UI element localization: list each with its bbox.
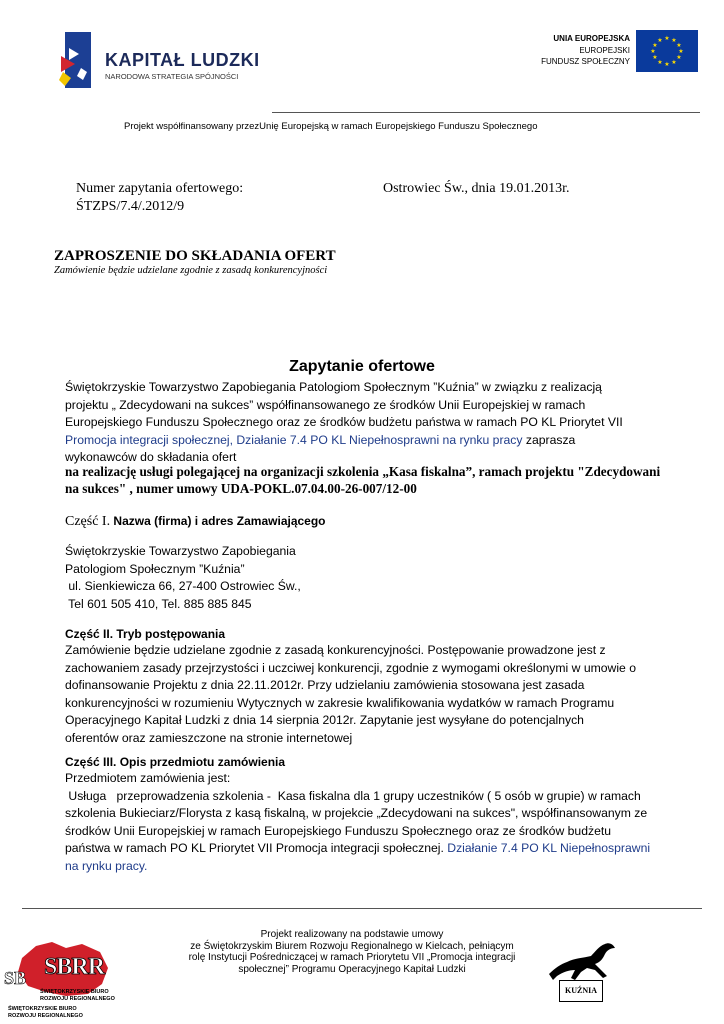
header-rule bbox=[272, 112, 700, 113]
address-line-2: Patologiom Społecznym ”Kuźnia” bbox=[65, 561, 245, 576]
part3-heading: Część III. Opis przedmiotu zamówienia bbox=[65, 755, 286, 769]
cofinance-note: Projekt współfinansowany przezUnię Europejską w ramach Europejskiego Funduszu Społecznego bbox=[124, 121, 538, 132]
eu-line-3: FUNDUSZ SPOŁECZNY bbox=[541, 57, 630, 66]
part1-heading bbox=[65, 512, 326, 530]
address-line-4: Tel 601 505 410, Tel. 885 885 845 bbox=[65, 596, 252, 611]
inquiry-line-4 bbox=[65, 432, 623, 450]
inquiry-line-2: projektu „ Zdecydowani na sukces” współfinansowanego ze środków Unii Europejskiej w ramach bbox=[65, 397, 586, 412]
svg-text:★: ★ bbox=[652, 42, 658, 49]
eu-line-2: EUROPEJSKI bbox=[579, 46, 630, 55]
part2-text bbox=[65, 642, 636, 747]
svg-text:★: ★ bbox=[676, 42, 682, 49]
part2-line-4: konkurencyjności w rozumieniu Wytycznych w zakresie kwalifikowania wydatków w ramach Programu bbox=[65, 695, 615, 710]
kapital-ludzki-emblem-icon bbox=[55, 28, 95, 92]
inquiry-bold-line-1: na realizację usługi polegającej na organizacji szkolenia „Kasa fiskalna”, ramach projektu "Zdecydowani bbox=[65, 464, 661, 479]
kapital-ludzki-logo bbox=[55, 28, 260, 92]
part3-line-1: Usługa przeprowadzenia szkolenia - Kasa fiskalna dla 1 grupy uczestników ( 5 osób w grupie) w ramach bbox=[65, 788, 641, 803]
svg-text:★: ★ bbox=[664, 61, 670, 68]
footer-line-1: Projekt realizowany na podstawie umowy bbox=[260, 929, 444, 940]
address-line-3: ul. Sienkiewicza 66, 27-400 Ostrowiec Św., bbox=[65, 579, 301, 593]
sbrr-small-letters: SB bbox=[4, 968, 27, 988]
kl-logo-subtitle: NARODOWA STRATEGIA SPÓJNOŚCI bbox=[105, 72, 239, 81]
measure-link[interactable]: Działanie 7.4 PO KL Niepełnosprawni bbox=[447, 841, 651, 855]
part1-heading-prefix: Część I. bbox=[65, 514, 111, 529]
sbrr-caption-4: ROZWOJU REGIONALNEGO bbox=[8, 1013, 83, 1019]
part2-line-3: dofinansowanie Projektu z dnia 22.11.2012r. Przy udzielaniu zamówienia stosowana jest zasada bbox=[65, 678, 585, 692]
part2-line-1: Zamówienie będzie udzielane zgodnie z zasadą konkurencyjności. Postępowanie prowadzone jest z bbox=[65, 643, 606, 657]
footer-note bbox=[140, 929, 564, 975]
inquiry-paragraph bbox=[65, 379, 623, 467]
reference-label: Numer zapytania ofertowego: bbox=[76, 181, 244, 196]
eu-line-1: UNIA EUROPEJSKA bbox=[553, 34, 630, 43]
part1-address bbox=[65, 543, 301, 613]
part3-line-5[interactable]: na rynku pracy. bbox=[65, 858, 148, 873]
part2-line-2: zachowaniem zasady przejrzystości i uczciwej konkurencji, zgodnie z wymogami określonymi w umowie o bbox=[65, 660, 636, 675]
place-date: Ostrowiec Św., dnia 19.01.2013r. bbox=[383, 181, 570, 196]
part3-line-4-text: państwa w ramach PO KL Priorytet VII Promocja integracji społecznej. bbox=[65, 841, 448, 855]
part1-heading-rest: Nazwa (firma) i adres Zamawiającego bbox=[110, 514, 326, 528]
invitation-subtitle: Zamówienie będzie udzielane zgodnie z zasadą konkurencyjności bbox=[54, 265, 328, 276]
footer-rule bbox=[22, 908, 702, 909]
eu-logo bbox=[520, 28, 700, 76]
svg-text:★: ★ bbox=[650, 48, 656, 55]
reference-number: ŚTZPS/7.4/.2012/9 bbox=[76, 199, 185, 214]
inquiry-line-3: Europejskiego Funduszu Społecznego oraz ze środków budżetu państwa w ramach PO KL Priorytet VII bbox=[65, 415, 623, 429]
kuznia-logo bbox=[545, 940, 620, 1006]
part3-line-2: szkolenia Bukieciarz/Florysta z kasą fiskalną, w projekcie „Zdecydowani na sukces", współfinansowanym ze bbox=[65, 806, 648, 820]
part2-heading: Część II. Tryb postępowania bbox=[65, 627, 226, 641]
inquiry-line-4-rest: zaprasza bbox=[522, 432, 576, 447]
inquiry-bold-line-2: na sukces" , numer umowy UDA-POKL.07.04.00-26-007/12-00 bbox=[65, 481, 417, 496]
inquiry-line-5: wykonawców do składania ofert bbox=[65, 450, 237, 464]
kl-logo-title: KAPITAŁ LUDZKI bbox=[105, 50, 260, 70]
inquiry-bold-block bbox=[65, 463, 660, 497]
svg-text:★: ★ bbox=[657, 59, 663, 66]
svg-text:★: ★ bbox=[671, 59, 677, 66]
part3-intro: Przedmiotem zamówienia jest: bbox=[65, 771, 231, 785]
svg-text:★: ★ bbox=[671, 37, 677, 44]
sbrr-letters: SBRR bbox=[44, 954, 105, 980]
address-line-1: Świętokrzyskie Towarzystwo Zapobiegania bbox=[65, 544, 296, 558]
svg-text:★: ★ bbox=[676, 54, 682, 61]
kuznia-label: KUŹNIA bbox=[564, 986, 597, 995]
kuznia-badge bbox=[559, 980, 603, 1002]
part3-line-4 bbox=[65, 840, 650, 858]
sbrr-caption-3: ŚWIĘTOKRZYSKIE BIURO bbox=[8, 1006, 77, 1012]
footer-line-3: rolę Instytucji Pośredniczącej w ramach Priorytetu VII „Promocja integracji bbox=[188, 952, 516, 963]
svg-text:★: ★ bbox=[664, 35, 670, 42]
invitation-title: ZAPROSZENIE DO SKŁADANIA OFERT bbox=[54, 248, 336, 264]
part3-line-3: środków Unii Europejskiej w ramach Europejskiego Funduszu Społecznego oraz ze środków budżetu bbox=[65, 823, 612, 838]
part3-text bbox=[65, 770, 650, 875]
sbrr-caption-2: ROZWOJU REGIONALNEGO bbox=[40, 996, 115, 1002]
inquiry-line-1: Świętokrzyskie Towarzystwo Zapobiegania Patologiom Społecznym ”Kuźnia” w związku z realizacją bbox=[65, 380, 602, 394]
sbrr-caption-1: ŚWIĘTOKRZYSKIE BIURO bbox=[40, 989, 109, 995]
part2-line-6: oferentów oraz zamieszczone na stronie internetowej bbox=[65, 730, 353, 745]
svg-text:★: ★ bbox=[657, 37, 663, 44]
inquiry-title: Zapytanie ofertowe bbox=[289, 358, 435, 375]
svg-text:★: ★ bbox=[652, 54, 658, 61]
programme-link[interactable]: Promocja integracji społecznej, Działanie 7.4 PO KL Niepełnosprawni na rynku pracy bbox=[65, 432, 523, 447]
part2-line-5: Operacyjnego Kapitał Ludzki z dnia 14 sierpnia 2012r. Zapytanie jest wysyłane do potencjalnych bbox=[65, 713, 584, 727]
svg-text:★: ★ bbox=[678, 48, 684, 55]
sbrr-logo bbox=[4, 940, 134, 1024]
horse-icon bbox=[545, 940, 617, 982]
footer-line-4: społecznej” Programu Operacyjnego Kapitał Ludzki bbox=[238, 963, 466, 975]
footer-line-2: ze Świętokrzyskim Biurem Rozwoju Regionalnego w Kielcach, pełniącym bbox=[190, 940, 514, 952]
eu-flag-icon bbox=[636, 30, 698, 72]
